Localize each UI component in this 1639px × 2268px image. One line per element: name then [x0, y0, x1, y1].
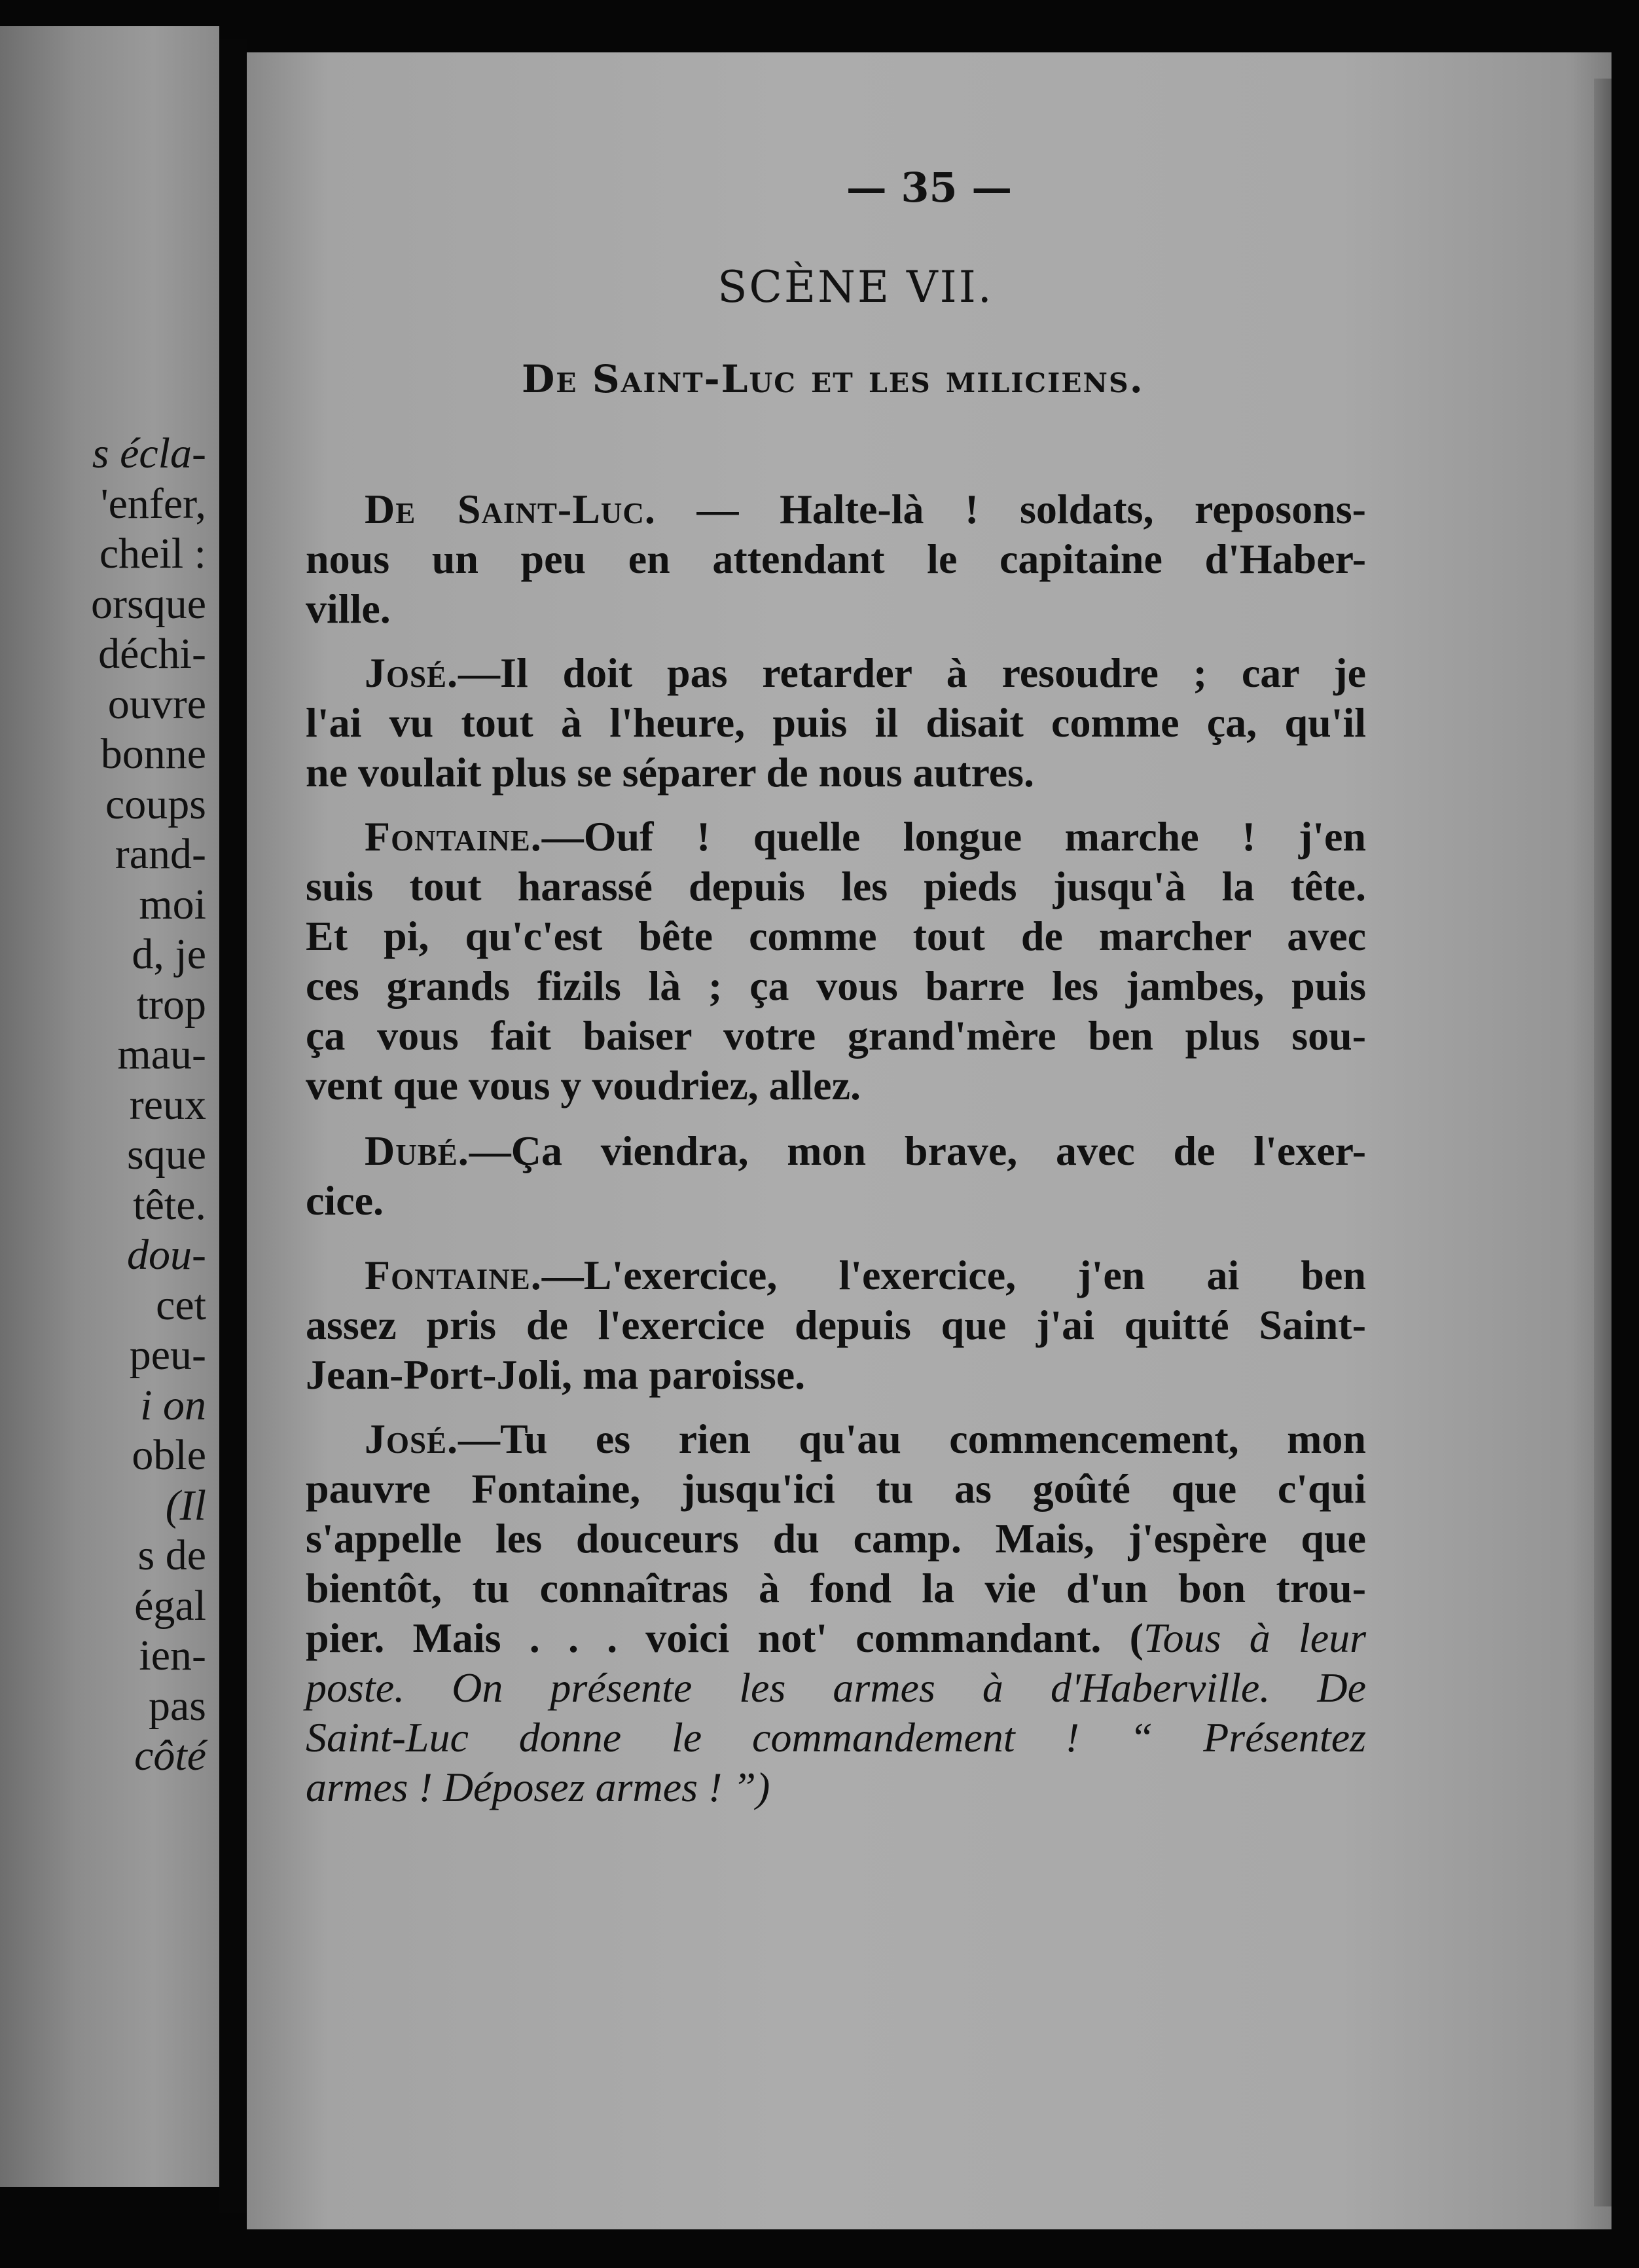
dialogue-line: Et pi, qu'c'est bête comme tout de marcher avec: [306, 913, 1366, 959]
dialogue-line: nous un peu en attendant le capitaine d'Haber-: [306, 536, 1366, 582]
left-page-fragment: sque: [127, 1131, 206, 1179]
dialogue-line: ces grands fizils là ; ça vous barre les jambes, puis: [306, 962, 1366, 1009]
dialogue-line: assez pris de l'exercice depuis que j'ai quitté Saint-: [306, 1302, 1366, 1348]
left-page-fragment: déchi-: [98, 630, 206, 678]
left-page-fragment: (Il: [165, 1481, 206, 1529]
left-page-fragment: coups: [105, 780, 206, 828]
left-page-fragment: côté: [134, 1732, 206, 1780]
dialogue-line: Jean-Port-Joli, ma paroisse.: [306, 1351, 806, 1398]
left-page-fragment: égal: [134, 1581, 206, 1630]
dialogue-line: — Halte-là ! soldats, reposons-: [655, 486, 1366, 532]
dialogue-line: s'appelle les douceurs du camp. Mais, j'espère que: [306, 1515, 1366, 1562]
left-page-fragment: orsque: [91, 579, 206, 628]
dialogue-line: ne voulait plus se séparer de nous autres.: [306, 749, 1035, 796]
dialogue-line: —Tu es rien qu'au commencement, mon: [458, 1416, 1366, 1462]
dialogue-line: cice.: [306, 1177, 384, 1224]
scene-subtitle: De Saint-Luc et les miliciens.: [522, 357, 1144, 401]
dialogue-line: pauvre Fontaine, jusqu'ici tu as goûté que c'qui: [306, 1465, 1366, 1512]
left-page-fragment: dou-: [127, 1231, 206, 1279]
left-page-fragment: rand-: [115, 830, 206, 878]
left-page-fragment: bonne: [100, 730, 206, 778]
dialogue-line: vent que vous y voudriez, allez.: [306, 1062, 861, 1108]
left-page-fragment: reux: [129, 1080, 206, 1129]
speaker-name: De Saint-Luc.: [365, 486, 656, 532]
stage-direction: armes ! Déposez armes ! ”): [306, 1764, 770, 1810]
speaker-name: José.: [365, 1416, 459, 1462]
left-page-fragment: s écla-: [92, 430, 206, 477]
left-page-fragment: oble: [132, 1431, 206, 1479]
dialogue-line: —L'exercice, l'exercice, j'en ai ben: [541, 1252, 1366, 1298]
left-page-fragment: pas: [149, 1681, 206, 1730]
left-page-fragment: ouvre: [107, 680, 206, 728]
left-page-fragment: 'enfer,: [100, 479, 206, 528]
stage-direction: Saint-Luc donne le commandement ! “ Présentez: [306, 1714, 1366, 1761]
dialogue-paragraph: [306, 1251, 1366, 1400]
page-edge: [1594, 79, 1612, 2206]
left-page-fragment: cet: [156, 1281, 206, 1329]
speaker-name: Dubé.: [365, 1127, 469, 1174]
dialogue-paragraph: [306, 485, 1366, 634]
dialogue-line: ça vous fait baiser votre grand'mère ben plus sou-: [306, 1012, 1366, 1059]
stage-direction: Tous à leur: [1143, 1615, 1367, 1661]
main-page: [247, 52, 1612, 2229]
dialogue-line: —Ouf ! quelle longue marche ! j'en: [541, 813, 1366, 860]
dialogue-paragraph: [306, 1414, 1366, 1812]
dialogue-line: ville.: [306, 585, 391, 632]
dialogue-line: suis tout harassé depuis les pieds jusqu'à la tête.: [306, 863, 1366, 909]
speaker-name: Fontaine.: [365, 813, 542, 860]
scene-title: SCÈNE VII.: [717, 262, 994, 312]
left-page-fragment: trop: [136, 980, 206, 1029]
left-page-fragment: cheil :: [99, 530, 206, 577]
left-facing-page: [0, 26, 219, 2187]
dialogue-line: bientôt, tu connaîtras à fond la vie d'un bon trou-: [306, 1565, 1366, 1611]
dialogue-line: —Ça viendra, mon brave, avec de l'exer-: [469, 1127, 1366, 1174]
page-number: — 35 —: [846, 164, 1013, 211]
dialogue-paragraph: [306, 812, 1366, 1110]
left-page-fragment: mau-: [117, 1031, 206, 1078]
left-page-fragment: tête.: [133, 1180, 206, 1229]
dialogue-paragraph: [306, 648, 1366, 797]
book-gutter: [219, 39, 247, 2213]
stage-direction: poste. On présente les armes à d'Haberville. De: [306, 1664, 1366, 1711]
dialogue-line: —Il doit pas retarder à resoudre ; car je: [458, 649, 1366, 696]
left-page-fragment: s de: [137, 1531, 206, 1579]
left-page-fragment: i on: [140, 1381, 206, 1429]
speaker-name: José.: [365, 649, 459, 696]
left-page-fragment: moi: [139, 880, 206, 928]
left-page-fragment: ien-: [139, 1632, 206, 1679]
dialogue-line: l'ai vu tout à l'heure, puis il disait comme ça, qu'il: [306, 699, 1366, 746]
left-page-fragment: d, je: [132, 930, 206, 978]
left-page-fragment: peu-: [129, 1331, 206, 1379]
dialogue-paragraph: [306, 1126, 1366, 1226]
speaker-name: Fontaine.: [365, 1252, 542, 1298]
dialogue-line: pier. Mais . . . voici not' commandant. (: [306, 1615, 1144, 1661]
